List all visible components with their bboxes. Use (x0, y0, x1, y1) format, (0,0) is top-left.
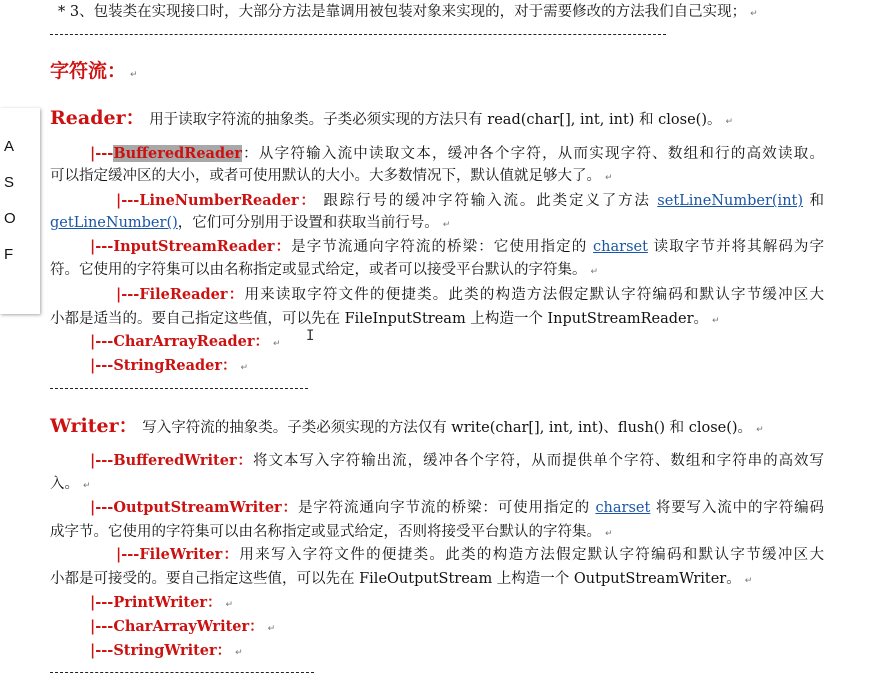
and-text: 和 (809, 193, 825, 209)
paragraph-mark: ↵ (240, 363, 249, 373)
char-stream-heading-text: 字符流： (50, 60, 127, 82)
separator-rule (50, 672, 314, 673)
buffered-reader-name: BufferedReader (113, 145, 242, 162)
file-writer-name: |---FileWriter： (116, 546, 240, 563)
get-line-number-link[interactable]: getLineNumber() (50, 215, 178, 231)
top-note (58, 2, 758, 24)
input-stream-reader-line-2 (50, 260, 598, 282)
file-writer-desc: 用来写入字符文件的便捷类。此类的构造方法假定默认字符编码和默认字节缓冲区大 (239, 547, 824, 563)
input-stream-reader-desc-3: 符。它使用的字符集可以由名称指定或显式给定，或者可以接受平台默认的字符集。 (50, 262, 587, 278)
char-stream-heading (50, 59, 138, 87)
input-stream-reader-name: |---InputStreamReader： (90, 238, 292, 255)
file-writer-line (116, 545, 824, 565)
paragraph-mark: ↵ (130, 70, 138, 80)
separator-rule (50, 34, 666, 35)
buffered-writer-name: |---BufferedWriter： (90, 452, 254, 469)
separator-rule (50, 388, 308, 389)
paragraph-mark: ↵ (605, 173, 613, 183)
buffered-reader-line-2 (50, 166, 613, 188)
output-stream-writer-desc-2: 将要写入流中的字符编码 (655, 500, 825, 516)
char-array-reader-name: |---CharArrayReader： (90, 333, 269, 350)
reader-desc: 用于读取字符流的抽象类。子类必须实现的方法只有 read(char[], int, int) 和 close()。 (149, 112, 722, 128)
reader-heading: Reader： (50, 107, 145, 129)
string-writer-line (90, 641, 243, 663)
print-writer-name: |---PrintWriter： (90, 594, 222, 611)
line-number-reader-line (116, 191, 824, 211)
writer-heading: Writer： (50, 415, 138, 437)
input-stream-reader-line (90, 237, 824, 257)
buffered-reader-line (90, 144, 824, 164)
file-reader-line (116, 285, 824, 305)
paragraph-mark: ↵ (605, 529, 613, 539)
file-reader-desc-2: 小都是适当的。要自己指定这些值，可以先在 FileInputStream 上构造一个 InputStreamReader。 (50, 311, 709, 327)
charset-link[interactable]: charset (595, 500, 651, 516)
file-reader-line-2 (50, 309, 720, 331)
line-number-reader-desc-2: ，它们可分别用于设置和获取当前行号。 (177, 215, 439, 231)
paragraph-mark: ↵ (744, 576, 753, 586)
writer-line (50, 416, 764, 440)
output-stream-writer-name: |---OutputStreamWriter： (90, 499, 298, 516)
paragraph-mark: ↵ (83, 481, 91, 491)
tree-prefix: |--- (90, 145, 114, 162)
file-writer-desc-2: 小都是可接受的。要自己指定这些值，可以先在 FileOutputStream 上构造一个 OutputStreamWriter。 (50, 571, 741, 587)
input-stream-reader-desc-2: 读取字节并将其解码为字 (653, 239, 825, 255)
string-reader-line (90, 356, 248, 378)
output-stream-writer-desc: 是字符流通向字节流的桥梁：可使用指定的 (297, 500, 590, 516)
paragraph-mark: ↵ (712, 316, 720, 326)
line-number-reader-name: |---LineNumberReader： (116, 192, 317, 209)
side-panel (0, 108, 40, 314)
file-reader-name: |---FileReader： (116, 286, 245, 303)
buffered-reader-desc-2: 可以指定缓冲区的大小，或者可使用默认的大小。大多数情况下，默认值就足够大了。 (50, 168, 601, 184)
buffered-reader-desc: ：从字符输入流中读取文本，缓冲各个字符，从而实现字符、数组和行的高效读取。 (241, 146, 824, 162)
paragraph-mark: ↵ (756, 425, 764, 435)
char-array-writer-name: |---CharArrayWriter： (90, 618, 264, 635)
side-panel-item-f[interactable]: F (4, 246, 14, 263)
line-number-reader-desc: 跟踪行号的缓冲字符输入流。此类定义了方法 (323, 193, 651, 209)
buffered-writer-desc: 将文本写入字符输出流，缓冲各个字符，从而提供单个字符、数组和字符串的高效写 (253, 453, 824, 469)
writer-desc: 写入字符流的抽象类。子类必须实现的方法仅有 write(char[], int, int)、flush() 和 close()。 (142, 420, 753, 436)
string-reader-name: |---StringReader： (90, 357, 237, 374)
line-number-reader-line-2 (50, 213, 450, 235)
buffered-writer-line (90, 451, 824, 471)
side-panel-item-o[interactable]: O (4, 210, 16, 227)
paragraph-mark: ↵ (225, 600, 234, 610)
output-stream-writer-line-2 (50, 522, 613, 544)
print-writer-line (90, 593, 233, 615)
text-cursor-icon: I (306, 328, 315, 344)
paragraph-mark: ↵ (442, 220, 451, 230)
side-panel-item-a[interactable]: A (4, 138, 15, 155)
set-line-number-link[interactable]: setLineNumber(int) (657, 193, 804, 209)
file-writer-line-2 (50, 569, 752, 591)
char-array-reader-line (90, 332, 281, 354)
paragraph-mark: ↵ (725, 117, 734, 127)
paragraph-mark: ↵ (750, 9, 758, 19)
paragraph-mark: ↵ (235, 648, 243, 658)
char-array-writer-line (90, 617, 275, 639)
output-stream-writer-desc-3: 成字节。它使用的字符集可以由名称指定或显式给定，否则将接受平台默认的字符集。 (50, 524, 601, 540)
paragraph-mark: ↵ (272, 339, 281, 349)
side-panel-item-s[interactable]: S (4, 174, 15, 191)
string-writer-name: |---StringWriter： (90, 642, 232, 659)
top-note-text: * 3、包装类在实现接口时，大部分方法是靠调用被包装对象来实现的，对于需要修改的方法我们自己实现； (58, 4, 747, 20)
buffered-writer-desc-2: 入。 (50, 476, 79, 492)
reader-line (50, 108, 733, 132)
buffered-writer-line-2 (50, 474, 91, 496)
paragraph-mark: ↵ (590, 267, 599, 277)
input-stream-reader-desc: 是字节流通向字符流的桥梁：它使用指定的 (291, 239, 588, 255)
output-stream-writer-line (90, 498, 824, 518)
file-reader-desc: 用来读取字符文件的便捷类。此类的构造方法假定默认字符编码和默认字节缓冲区大 (244, 287, 824, 303)
paragraph-mark: ↵ (267, 624, 276, 634)
charset-link[interactable]: charset (593, 239, 648, 255)
